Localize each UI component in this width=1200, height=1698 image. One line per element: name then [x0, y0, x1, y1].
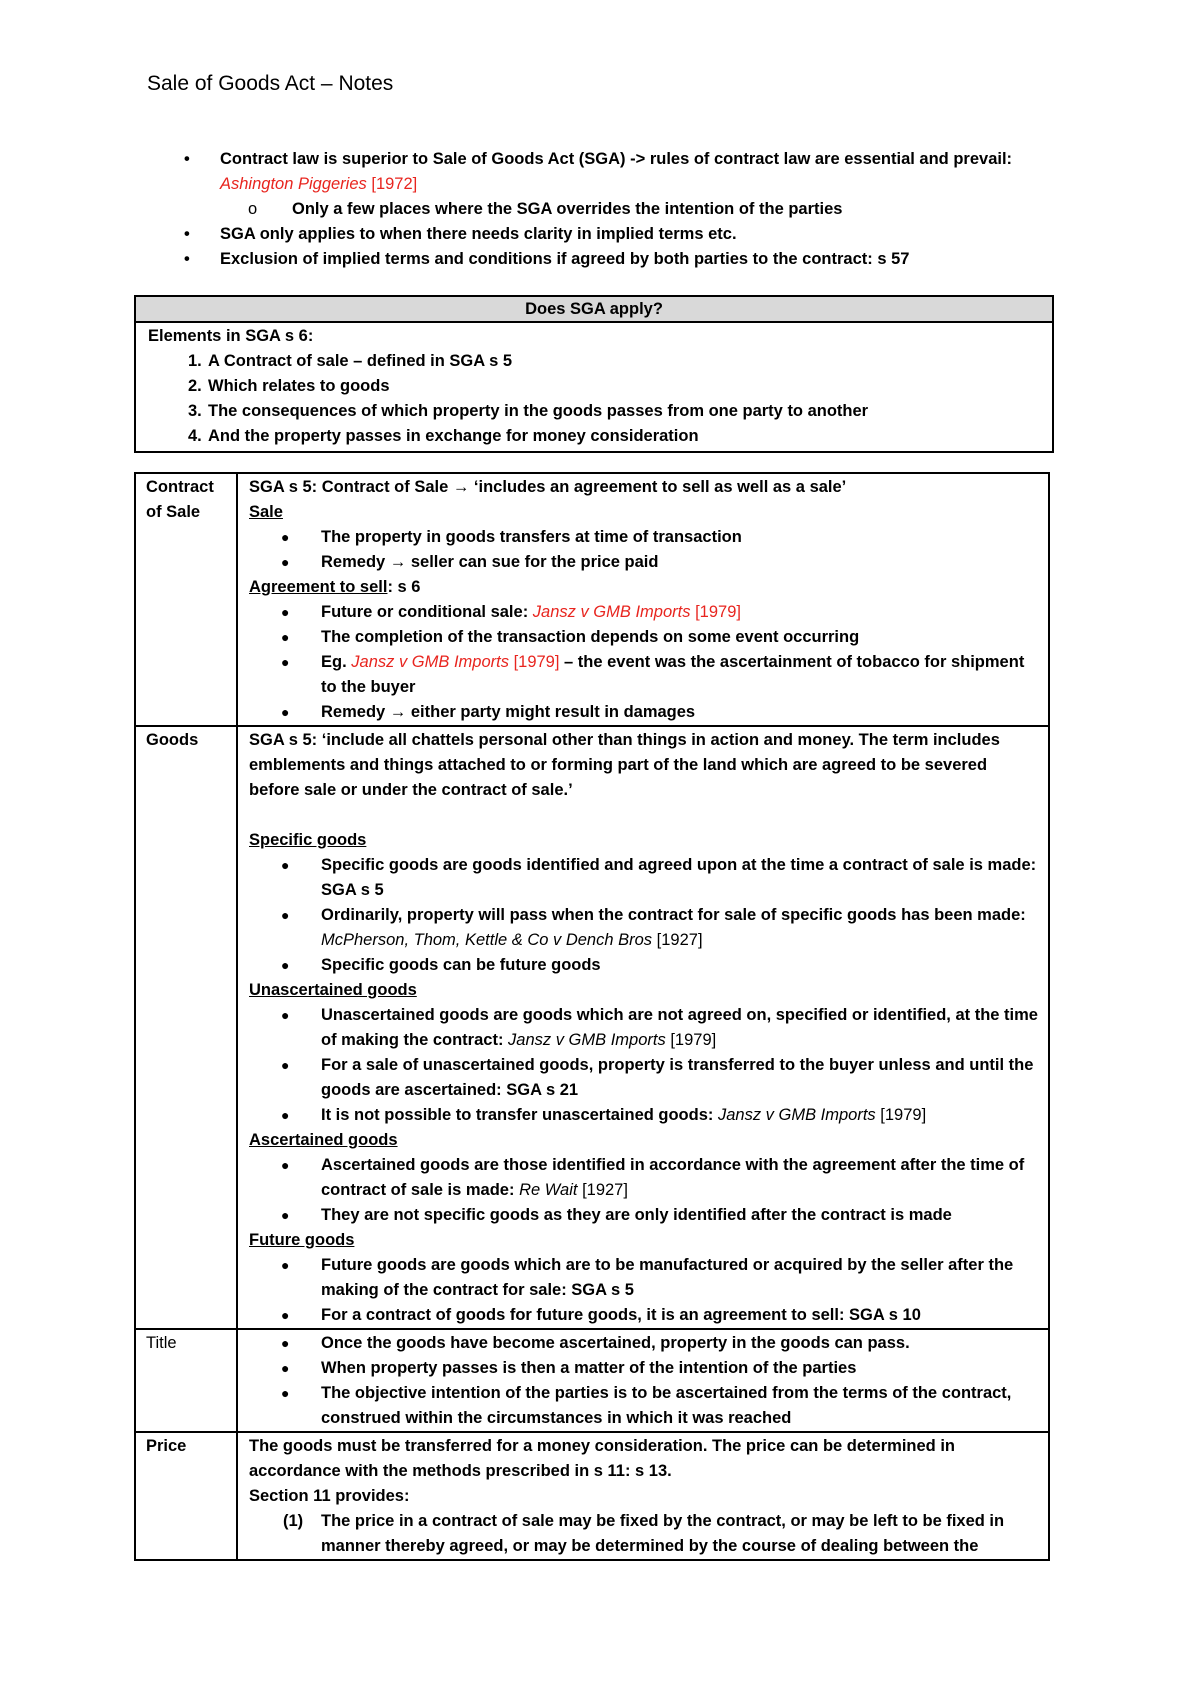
bullet-text: Eg.	[321, 653, 347, 671]
goods-definition: SGA s 5: ‘include all chattels personal other than things in action and money. The term includes emblements and things attached to or forming part of the land which are agreed to be severed before sale or under the contract of sale.’	[249, 731, 1000, 799]
case-citation: Jansz v GMB Imports	[717, 1106, 876, 1124]
list-item	[249, 1103, 1042, 1128]
section-heading-line	[249, 575, 1042, 600]
sub-bullet-marker: o	[248, 200, 258, 218]
bullet-text: Specific goods can be future goods	[321, 956, 601, 974]
bullet-icon: ●	[281, 1307, 290, 1323]
bullet-icon: ●	[281, 1007, 290, 1023]
case-year: [1927]	[656, 931, 703, 949]
item-text: And the property passes in exchange for money consideration	[208, 427, 699, 445]
row-label-title	[135, 1329, 237, 1432]
case-citation: Jansz v GMB Imports	[351, 653, 509, 671]
bullet-text: The completion of the transaction depends on some event occurring	[321, 628, 860, 646]
list-item	[249, 1203, 1042, 1228]
row-content-goods	[237, 726, 1049, 1329]
bullet-icon: ●	[281, 554, 290, 570]
item-text: The price in a contract of sale may be fixed by the contract, or may be left to be fixed in manner thereby agreed, or may be determined by the course of dealing between the	[321, 1512, 1005, 1555]
section-heading: Agreement to sell	[249, 578, 388, 596]
case-year: [1979]	[880, 1106, 927, 1124]
bullet-text: Contract law is superior to Sale of Goods Act (SGA) -> rules of contract law are essential and prevail:	[220, 150, 1013, 168]
section-heading: Ascertained goods	[249, 1131, 398, 1149]
list-item	[249, 853, 1042, 903]
bullet-text: The objective intention of the parties is to be ascertained from the terms of the contract, construed within the circumstances in which it was reached	[321, 1384, 1012, 1427]
list-item	[249, 903, 1042, 953]
list-item	[249, 1303, 1042, 1328]
contract-intro: SGA s 5: Contract of Sale → ‘includes an agreement to sell as well as a sale’	[249, 478, 847, 496]
case-year: [1972]	[371, 175, 418, 193]
price-paragraph: The goods must be transferred for a money consideration. The price can be determined in accordance with the methods prescribed in s 11: s 13.	[249, 1437, 955, 1480]
list-item	[180, 197, 1060, 222]
row-content-contract	[237, 473, 1049, 726]
bullet-icon: ●	[281, 907, 290, 923]
list-item	[249, 625, 1042, 650]
item-number: (1)	[283, 1512, 304, 1530]
table-row	[135, 1432, 1049, 1560]
case-citation: Ashington Piggeries	[220, 175, 367, 193]
bullet-text: It is not possible to transfer unascertained goods:	[321, 1106, 714, 1124]
item-number: 2.	[188, 377, 202, 395]
case-year: [1979]	[670, 1031, 717, 1049]
list-item	[249, 525, 1042, 550]
row-content-price	[237, 1432, 1049, 1560]
row-label-contract: Contract of Sale	[135, 473, 237, 726]
bullet-text: Future goods are goods which are to be manufactured or acquired by the seller after the making of the contract for sale: SGA s 5	[321, 1256, 1014, 1299]
item-text: The consequences of which property in the goods passes from one party to another	[208, 402, 869, 420]
page-title: Sale of Goods Act – Notes	[147, 72, 394, 95]
spacer	[249, 803, 1042, 828]
bullet-text: They are not specific goods as they are only identified after the contract is made	[321, 1206, 952, 1224]
box-body	[136, 323, 1052, 451]
section-reference: : s 6	[387, 578, 421, 596]
list-item	[249, 650, 1042, 700]
box-lead: Elements in SGA s 6:	[148, 327, 314, 345]
list-item	[249, 1153, 1042, 1203]
list-item	[249, 1509, 1042, 1559]
bullet-text: Ordinarily, property will pass when the contract for sale of specific goods has been made:	[321, 906, 1026, 924]
row-label-price: Price	[135, 1432, 237, 1560]
bullet-icon: ●	[281, 704, 290, 720]
list-item	[249, 700, 1042, 725]
case-year: [1979]	[695, 603, 741, 621]
bullet-icon: ●	[281, 654, 290, 670]
item-number: 4.	[188, 427, 202, 445]
list-item	[249, 953, 1042, 978]
bullet-icon: ●	[281, 529, 290, 545]
bullet-icon: ●	[281, 629, 290, 645]
bullet-text: Future or conditional sale:	[321, 603, 529, 621]
case-citation: McPherson, Thom, Kettle & Co v Dench Bros	[321, 931, 653, 949]
bullet-text: For a contract of goods for future goods, it is an agreement to sell: SGA s 10	[321, 1306, 921, 1324]
table-row	[135, 473, 1049, 726]
bullet-text: When property passes is then a matter of the intention of the parties	[321, 1359, 857, 1377]
table-row	[135, 1329, 1049, 1432]
bullet-icon: ●	[281, 1107, 290, 1123]
section-heading: Sale	[249, 503, 283, 521]
list-item	[249, 1253, 1042, 1303]
list-item	[180, 147, 1060, 197]
item-number: 1.	[188, 352, 202, 370]
price-paragraph: Section 11 provides:	[249, 1487, 410, 1505]
list-item	[249, 1356, 1042, 1381]
bullet-text: Remedy → either party might result in damages	[321, 703, 696, 721]
row-label-goods: Goods	[135, 726, 237, 1329]
bullet-text: SGA only applies to when there needs clarity in implied terms etc.	[220, 225, 737, 243]
bullet-icon: ●	[281, 1207, 290, 1223]
bullet-text: Once the goods have become ascertained, property in the goods can pass.	[321, 1334, 910, 1352]
list-item	[249, 1053, 1042, 1103]
bullet-text: Exclusion of implied terms and conditions if agreed by both parties to the contract: s 57	[220, 250, 910, 268]
bullet-icon: ●	[281, 857, 290, 873]
bullet-text: For a sale of unascertained goods, property is transferred to the buyer unless and until the goods are ascertained: SGA s 21	[321, 1056, 1034, 1099]
bullet-text: The property in goods transfers at time of transaction	[321, 528, 742, 546]
bullet-icon: ●	[281, 1335, 290, 1351]
list-item	[249, 550, 1042, 575]
list-item	[249, 1331, 1042, 1356]
bullet-icon: •	[184, 250, 190, 268]
bullet-icon: •	[184, 150, 190, 168]
case-year: [1927]	[582, 1181, 628, 1199]
list-item	[148, 349, 1042, 374]
bullet-icon: ●	[281, 1385, 290, 1401]
bullet-icon: ●	[281, 1157, 290, 1173]
list-item	[148, 374, 1042, 399]
item-text: Which relates to goods	[208, 377, 390, 395]
bullet-text: Unascertained goods are goods which are not agreed on, specified or identified, at the time of making the contract:	[321, 1006, 1038, 1049]
item-number: 3.	[188, 402, 202, 420]
section-heading: Specific goods	[249, 831, 367, 849]
bullet-icon: ●	[281, 957, 290, 973]
row-label-text: Title	[146, 1334, 177, 1352]
bullet-text: Specific goods are goods identified and agreed upon at the time a contract of sale is made: SGA s 5	[321, 856, 1037, 899]
case-citation: Jansz v GMB Imports	[532, 603, 691, 621]
table-row	[135, 726, 1049, 1329]
case-citation: Re Wait	[519, 1181, 578, 1199]
sga-apply-box	[134, 295, 1054, 453]
bullet-icon: ●	[281, 1360, 290, 1376]
bullet-text: Only a few places where the SGA overrides the intention of the parties	[292, 200, 843, 218]
list-item	[249, 1381, 1042, 1431]
bullet-icon: ●	[281, 1057, 290, 1073]
box-header: Does SGA apply?	[136, 297, 1052, 323]
bullet-text: Remedy → seller can sue for the price paid	[321, 553, 659, 571]
list-item	[180, 247, 1060, 272]
list-item	[249, 1003, 1042, 1053]
bullet-text: Ascertained goods are those identified in accordance with the agreement after the time of contract of sale is made:	[321, 1156, 1025, 1199]
list-item	[180, 222, 1060, 247]
list-item	[148, 399, 1042, 424]
bullet-icon: •	[184, 225, 190, 243]
bullet-text: – the event was the ascertainment of tobacco for shipment to the buyer	[321, 653, 1025, 696]
row-content-title	[237, 1329, 1049, 1432]
bullet-icon: ●	[281, 604, 290, 620]
section-heading: Future goods	[249, 1231, 355, 1249]
bullet-icon: ●	[281, 1257, 290, 1273]
list-item	[249, 600, 1042, 625]
list-item	[148, 424, 1042, 449]
case-year: [1979]	[513, 653, 560, 671]
item-text: A Contract of sale – defined in SGA s 5	[208, 352, 513, 370]
notes-table	[134, 472, 1050, 1561]
section-heading: Unascertained goods	[249, 981, 417, 999]
intro-bullet-list	[180, 147, 1060, 272]
case-citation: Jansz v GMB Imports	[508, 1031, 666, 1049]
